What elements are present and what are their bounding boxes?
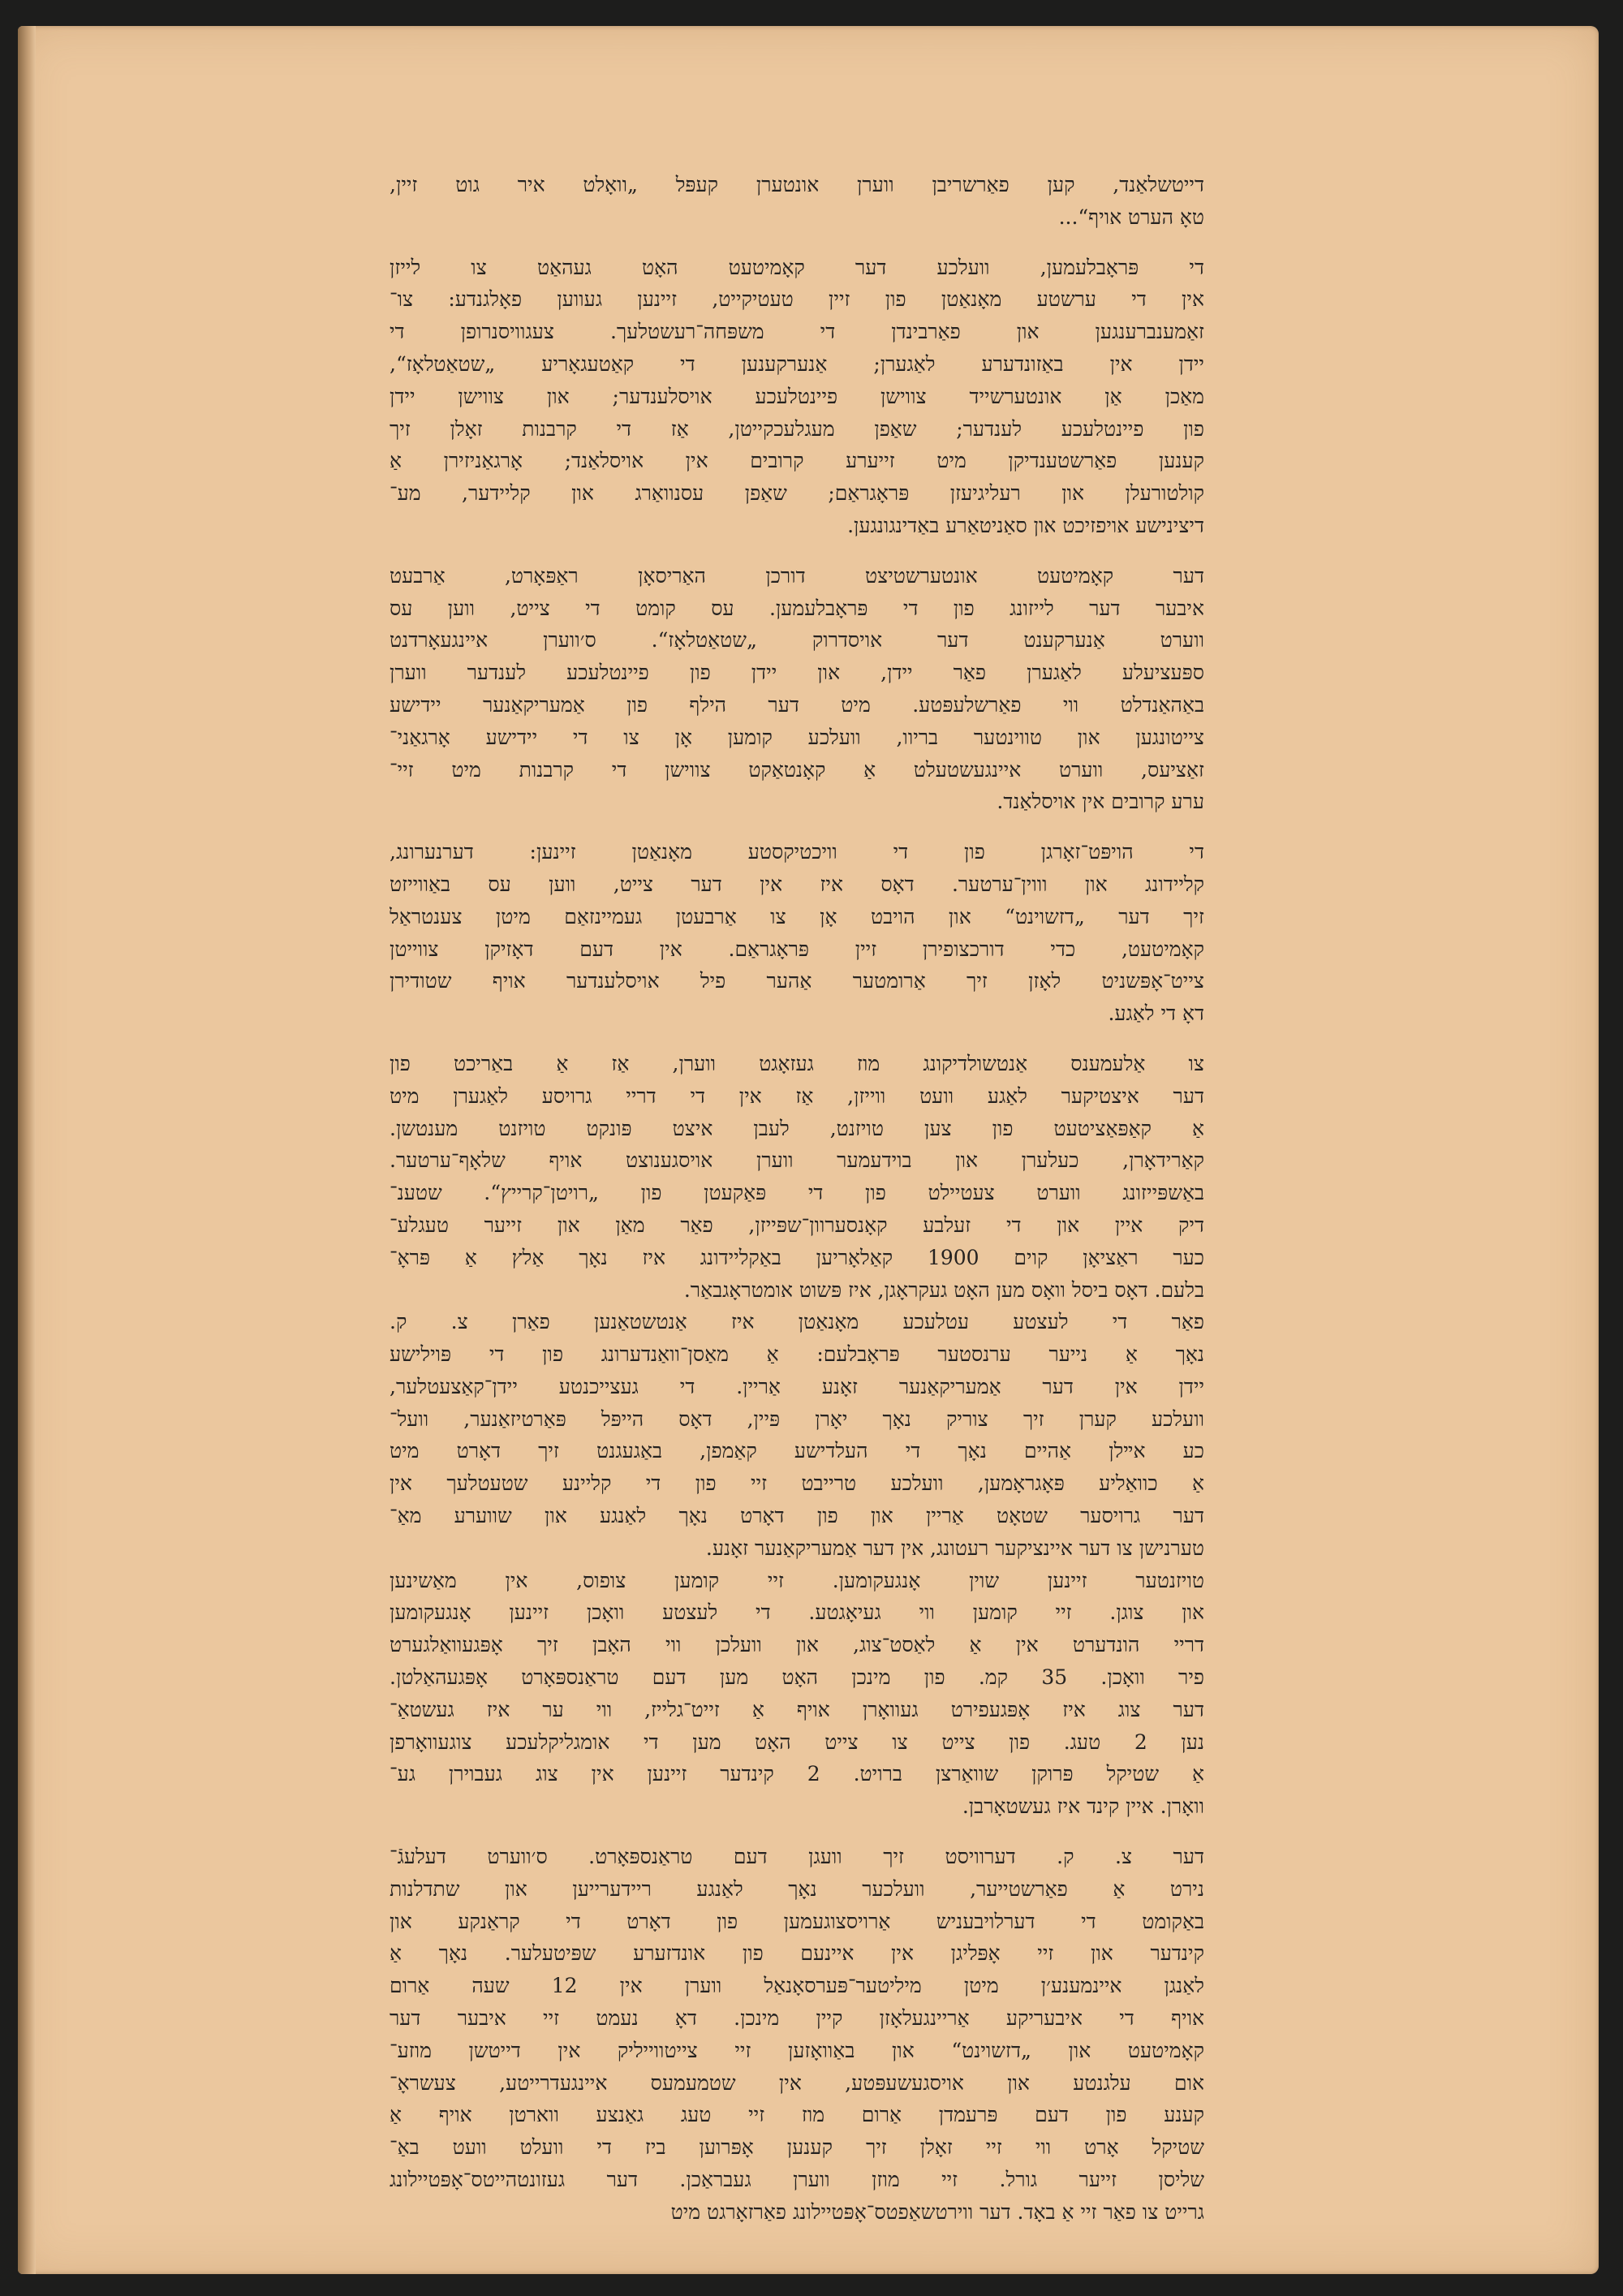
text-line: באַהאַנדלט ווי פאַרשלעפּטע. מיט דער הילף פון אַמעריקאַנער יידישע [390, 692, 1204, 717]
text-line: דער איצטיקער לאַגע וועט ווייזן, אַז אין די דריי גרויסע לאַגערן מיט [390, 1083, 1204, 1108]
page-text-block [390, 169, 1204, 2246]
paragraph [390, 560, 1204, 818]
text-line: באַקומט די דערלויבעניש אַרויסצוגעמען פון דאָרט די קראַנקע און [390, 1909, 1204, 1933]
text-line: קאַרידאָרן, כעלערן און בוידעמער ווערן אויסגענוצט אויף שלאָף־ערטער. [390, 1148, 1204, 1173]
text-line: יידן אין באַזונדערע לאַגערן; אַנערקענען די קאַטעגאָריע „שטאַטלאָז“, [390, 351, 1204, 376]
paragraph [390, 1306, 1204, 1564]
page-binding-edge [18, 26, 36, 2274]
paragraph [390, 252, 1204, 542]
text-line: קענען פאַרשטענדיקן מיט זייערע קרובים אין אויסלאַנד; אָרגאַניזירן אַ [390, 449, 1204, 473]
text-line: כער ראַציאָן קוים 1900 קאַלאָריען באַקליידונג איז נאָך אַלץ אַ פּראָ־ [390, 1245, 1204, 1269]
text-line: אין די ערשטע מאָנאַטן פון זיין טעטיקייט, זיינען געווען פאָלגנדע: צו־ [390, 287, 1204, 312]
text-line: דער קאָמיטעט אונטערשטיצט דורכן האַריסאָן ראַפּאָרט, אַרבעט [390, 563, 1204, 588]
text-line: דייטשלאַנד, קען פאַרשריבן ווערן אונטערן קעפּל „וואָלט איר גוט זיין, [390, 173, 1204, 196]
paragraph [390, 1565, 1204, 1823]
text-line: און צוגן. זיי קומען ווי געיאָגטע. די לעצטע וואָכן זיינען אָנגעקומען [390, 1600, 1204, 1625]
text-line: פון פיינטלעכע לענדער; שאַפן מעגלעכקייטן, אַז די קרבנות זאָלן זיך [390, 416, 1204, 441]
text-line: גרייט צו פאַר זיי אַ באָד. דער ווירטשאַפטס־אָפּטיילונג פאַרזאָרגט מיט [670, 2199, 1204, 2224]
text-line: וואָרן. איין קינד איז געשטאָרבן. [962, 1794, 1204, 1819]
text-line: כע אײלן אַהיים נאָך די העלדישע קאַמפן, באַגעגנט זיך דאָרט מיט [390, 1439, 1204, 1463]
text-line: פאַר די לעצטע עטלעכע מאָנאַטן איז אַנטשטאַנען פאַרן צ. ק. [390, 1310, 1204, 1334]
text-line: קולטורעלן און רעליגיעזן פּראָגראַם; שאַפן עסנוואַרג און קליידער, מע־ [390, 481, 1204, 506]
text-line: דער צוג איז אָפּגעפירט געוואָרן אויף אַ זייט־גלייז, ווי ער איז געשטאַ־ [390, 1697, 1204, 1721]
text-line: די הויפּט־זאָרגן פון די וויכטיקסטע מאָנאַטן זיינען: דערנערונג, [390, 840, 1204, 864]
text-line: פיר וואָכן. 35 קמ. פון מינכן האָט מען דעם טראַנספּאָרט אָפּגעהאַלטן. [390, 1665, 1204, 1690]
text-line: זיך דער „דזשוינט“ און הויבט אָן צו אַרבעטן געמיינזאַם מיטן צענטראַל [390, 904, 1204, 928]
text-line: שליסן זייער גורל. זיי מוזן ווערן געבראַכן. דער געזונטהייטס־אָפּטיילונג [390, 2168, 1204, 2192]
text-line: אַ קאַפּאַציטעט פון צען טויזנט, לעבן איצט פּונקט טויזנט מענטשן. [390, 1116, 1204, 1140]
text-line: קאָמיטעט און „דזשוינט“ און באַוואָזען זיי צייטווייליק אין דייטשן מוזע־ [390, 2038, 1204, 2062]
text-line: קאָמיטעט, כדי דורכצופירן זיין פּראָגראַם. אין דעם דאָזיקן צווייטן [390, 937, 1204, 961]
text-line: זאַציעס, ווערט איינגעשטעלט אַ קאָנטאַקט צווישן די קרבנות מיט זיי־ [390, 757, 1204, 782]
text-line: דיצינישע אויפזיכט און סאַניטאַרע באַדינגונגען. [847, 513, 1204, 537]
text-line: נירט אַ פאַרשטייער, וועלכער נאָך לאַנגע ריידערייען און שתדלנות [390, 1876, 1204, 1901]
text-line: אַ שטיקל פּרוקן שוואַרצן ברויט. 2 קינדער זיינען אין צוג געבוירן גע־ [390, 1762, 1204, 1786]
text-line: דיק איין און די זעלבע קאָנסערוון־שפּייזן, פאַר מאַן און זייער טעגלע־ [390, 1213, 1204, 1237]
text-line: באַשפּייזונג ווערט צעטיילט פון די פּאַקעטן פון „רויטן־קרייץ“. שטענ־ [390, 1181, 1204, 1205]
text-line: אום עלגנטע און אויסגעשעפּטע, אין שטמעמעס איינגעדרייטע, צעשראָ־ [390, 2070, 1204, 2095]
text-line: דריי הונדערט אין אַ לאַסט־צוג, און וועלכן ווי האָבן זיך אָפּגעוואַלגערט [390, 1633, 1204, 1657]
text-line: דאָ די לאַגע. [1108, 1002, 1204, 1026]
text-line: ספּעציעלע לאַגערן פאַר יידן, און יידן פון פיינטלעכע לענדער ווערן [390, 661, 1204, 685]
text-line: ערע קרובים אין אויסלאַנד. [997, 790, 1204, 814]
text-line: טויזנטער זיינען שוין אָנגעקומען. זיי קומען צופוס, אין מאַשינען [390, 1568, 1204, 1592]
text-line: דער גרויסער שטאָט אַריין און פון דאָרט נאָך לאַנגע און שווערע מאַ־ [390, 1504, 1204, 1528]
text-line: צייט־אָפּשניט לאָזן זיך אַרומטער אַהער פיל אויסלענדער אויף שטודירן [390, 969, 1204, 993]
text-line: טאָ הערט אויף“... [1058, 205, 1204, 229]
paragraph [390, 1841, 1204, 2229]
paragraph [390, 836, 1204, 1030]
text-line: שטיקל אָרט ווי זיי זאָלן זיך קענען אָפּרוען ביז די וועלט וועט באַ־ [390, 2135, 1204, 2160]
text-line: לאַנגן איינמענע׳ן מיטן מיליטער־פּערסאָנאַל ווערן אין 12 שעה אַרום [390, 1974, 1204, 1998]
text-line: צו אַלעמענס אַנטשולדיקונג מוז געזאָגט ווערן, אַז אַ באַריכט פון [390, 1051, 1204, 1075]
text-line: טערנישן צו דער איינציקער רעטונג, אין דער אַמעריקאַנער זאָנע. [705, 1536, 1204, 1560]
text-line: די פּראָבלעמען, וועלכע דער קאָמיטעט האָט געהאַט צו לייזן [390, 255, 1204, 279]
text-line: בלעם. דאָס ביסל וואָס מען האָט געקראָגן, איז פּשוט אומטראָגבאַר. [683, 1277, 1204, 1302]
text-line: ווערט אַנערקענט דער אויסדרוק „שטאַטלאָז“. ס׳ווערן איינגעאָרדנט [390, 628, 1204, 653]
text-line: קענע פון דעם פּרעמדן אַרום מוז זיי טעג גאַנצע ווארטן אויף אַ [390, 2103, 1204, 2127]
text-line: זאַמענברענגען און פאַרבינדן די משפּחה־רעשטלעך. צעגוויסנרופן די [390, 320, 1204, 344]
paragraph [390, 169, 1204, 234]
text-line: יידן אין דער אַמעריקאַנער זאָנע אַריין. די געצייכנטע יידן־קאַצעטלער, [390, 1374, 1204, 1398]
text-line: וועלכע קערן זיך צוריק נאָך יאָרן פּיין, דאָס הייפּל פּאַרטיזאַנער, וועל־ [390, 1406, 1204, 1431]
text-line: דער צ. ק. דערוויסט זיך וועגן דעם טראַנספּאָרט. ס׳ווערט דעלעגֿ־ [390, 1845, 1204, 1869]
text-line: נען 2 טעג. פון צייט צו צייט האָט מען די אומגליקלעכע צוגעוואָרפן [390, 1730, 1204, 1754]
text-line: קליידונג און וווין־ערטער. דאָס איז אין דער צייט, ווען עס באַווייזט [390, 872, 1204, 896]
text-line: מאַכן אַן אונטערשייד צווישן פיינטלעכע אויסלענדער; און צווישן יידן [390, 384, 1204, 408]
text-line: אַ כוואַליע פּאָגראָמען, וועלכע טרייבט זיי פון די קליינע שטעטלעך אין [390, 1471, 1204, 1496]
text-line: איבער דער לייזונג פון די פּראָבלעמען. עס קומט די צייט, ווען עס [390, 596, 1204, 620]
text-line: קינדער און זיי אָפּליגן אין איינעם פון אונדזערע שפּיטעלער. נאָך אַ [390, 1941, 1204, 1966]
text-line: צייטונגען און טווינטער בריוו, וועלכע קומען אָן צו די יידישע אָרגאַני־ [390, 725, 1204, 749]
text-line: נאָך אַ נייער ערנסטער פּראָבלעם: אַ מאַסן־וואַנדערונג פון די פּוילישע [390, 1342, 1204, 1367]
text-line: אויף די איבעריקע אַריינגעלאָזן קיין מינכן. דאָ נעמט זיי איבער דער [390, 2006, 1204, 2031]
paragraph [390, 1048, 1204, 1306]
